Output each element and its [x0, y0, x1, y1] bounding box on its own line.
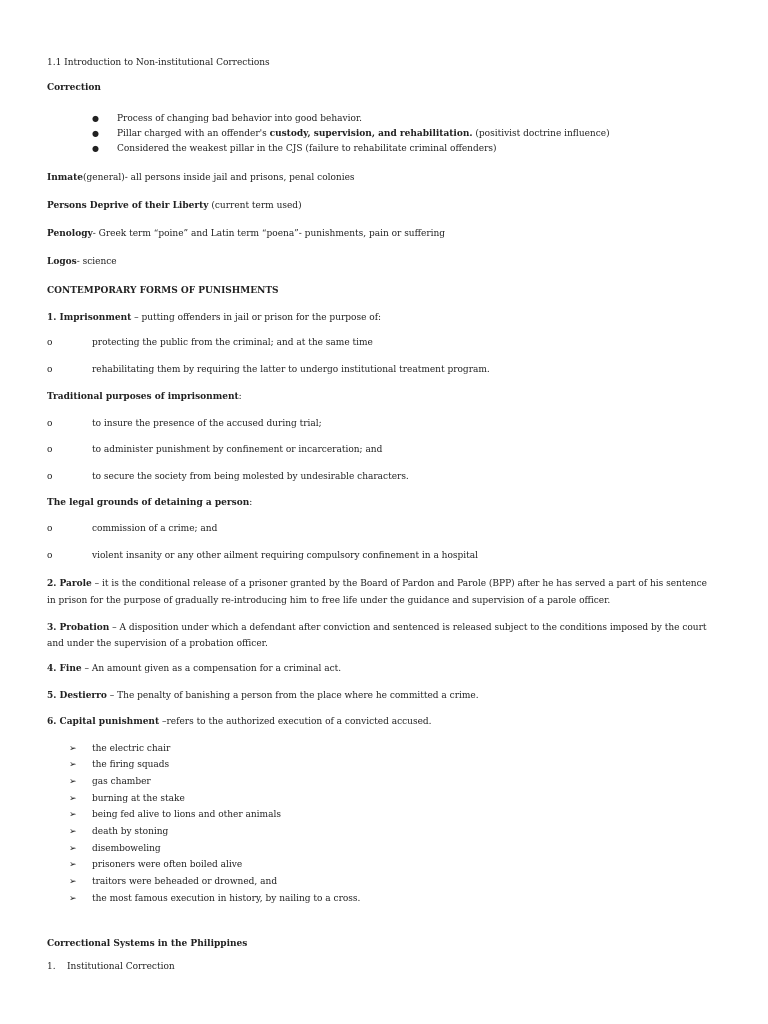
section-heading: 1.1 Introduction to Non-institutional Corrections	[47, 58, 270, 68]
list-item: ➢ disemboweling	[69, 844, 161, 854]
correction-heading: Correction	[47, 83, 101, 93]
bullet-item: ● Pillar charged with an offender's custody, supervision, and rehabilitation. (positivist doctrine influence)	[92, 129, 610, 139]
list-item: o violent insanity or any other ailment requiring compulsory confinement in a hospital	[47, 551, 479, 561]
definition-pdl: Persons Deprive of their Liberty (current term used)	[47, 201, 302, 211]
arrow-bullet-icon: ➢	[69, 810, 77, 820]
list-item: ➢ the firing squads	[69, 760, 170, 770]
parole-entry: 2. Parole – it is the conditional release of a prisoner granted by the Board of Pardon and Parole (BPP) after he has served a part of his sentence in prison for the purpose of gradually re-introducing him to free life under the guidance and supervision of a parole officer.	[47, 579, 707, 606]
list-item: o commission of a crime; and	[47, 524, 218, 534]
list-item: o to insure the presence of the accused during trial;	[47, 419, 322, 429]
list-item: o rehabilitating them by requiring the latter to undergo institutional treatment program.	[47, 365, 490, 375]
definition-logos: Logos- science	[47, 257, 117, 267]
arrow-bullet-icon: ➢	[69, 844, 77, 854]
legal-heading: The legal grounds of detaining a person:	[47, 498, 253, 508]
arrow-bullet-icon: ➢	[69, 860, 77, 870]
bullet-item: ● Process of changing bad behavior into good behavior.	[92, 114, 363, 124]
bullet-dot-icon: ●	[92, 114, 99, 123]
definition-penology: Penology- Greek term “poine” and Latin term “poena”- punishments, pain or suffering	[47, 229, 446, 239]
arrow-bullet-icon: ➢	[69, 777, 77, 787]
circle-bullet-icon: o	[47, 472, 53, 482]
contemporary-heading: CONTEMPORARY FORMS OF PUNISHMENTS	[47, 286, 279, 296]
list-item: o to administer punishment by confinement or incarceration; and	[47, 445, 383, 455]
arrow-bullet-icon: ➢	[69, 744, 77, 754]
circle-bullet-icon: o	[47, 445, 53, 455]
list-item: ➢ burning at the stake	[69, 794, 185, 804]
list-item: ➢ traitors were beheaded or drowned, and	[69, 877, 278, 887]
arrow-bullet-icon: ➢	[69, 877, 77, 887]
destierro-entry: 5. Destierro – The penalty of banishing a person from the place where he committed a crime.	[47, 691, 479, 701]
circle-bullet-icon: o	[47, 419, 53, 429]
philippines-heading: Correctional Systems in the Philippines	[47, 939, 248, 949]
bullet-dot-icon: ●	[92, 129, 99, 138]
list-item: ➢ gas chamber	[69, 777, 151, 787]
list-item: ➢ death by stoning	[69, 827, 169, 837]
list-item: ➢ the most famous execution in history, by nailing to a cross.	[69, 894, 361, 904]
circle-bullet-icon: o	[47, 365, 53, 375]
numbered-item: 1. Institutional Correction	[47, 962, 175, 972]
list-item: o protecting the public from the criminal; and at the same time	[47, 338, 373, 348]
bullet-dot-icon: ●	[92, 144, 99, 153]
imprisonment-entry: 1. Imprisonment – putting offenders in jail or prison for the purpose of:	[47, 313, 382, 323]
arrow-bullet-icon: ➢	[69, 794, 77, 804]
list-item: ➢ the electric chair	[69, 744, 171, 754]
definition-inmate: Inmate(general)- all persons inside jail and prisons, penal colonies	[47, 173, 355, 183]
list-item: ➢ being fed alive to lions and other animals	[69, 810, 281, 820]
arrow-bullet-icon: ➢	[69, 760, 77, 770]
fine-entry: 4. Fine – An amount given as a compensation for a criminal act.	[47, 664, 342, 674]
arrow-bullet-icon: ➢	[69, 827, 77, 837]
probation-entry: 3. Probation – A disposition under which a defendant after conviction and sentenced is released subject to the conditions imposed by the court and under the supervision of a probation officer.	[47, 623, 707, 649]
bullet-item: ● Considered the weakest pillar in the CJS (failure to rehabilitate criminal offenders)	[92, 144, 497, 154]
arrow-bullet-icon: ➢	[69, 894, 77, 904]
list-item: o to secure the society from being molested by undesirable characters.	[47, 472, 409, 482]
circle-bullet-icon: o	[47, 551, 53, 561]
traditional-heading: Traditional purposes of imprisonment:	[47, 392, 242, 402]
circle-bullet-icon: o	[47, 524, 53, 534]
circle-bullet-icon: o	[47, 338, 53, 348]
list-item: ➢ prisoners were often boiled alive	[69, 860, 243, 870]
capital-punishment-entry: 6. Capital punishment –refers to the authorized execution of a convicted accused.	[47, 717, 432, 727]
